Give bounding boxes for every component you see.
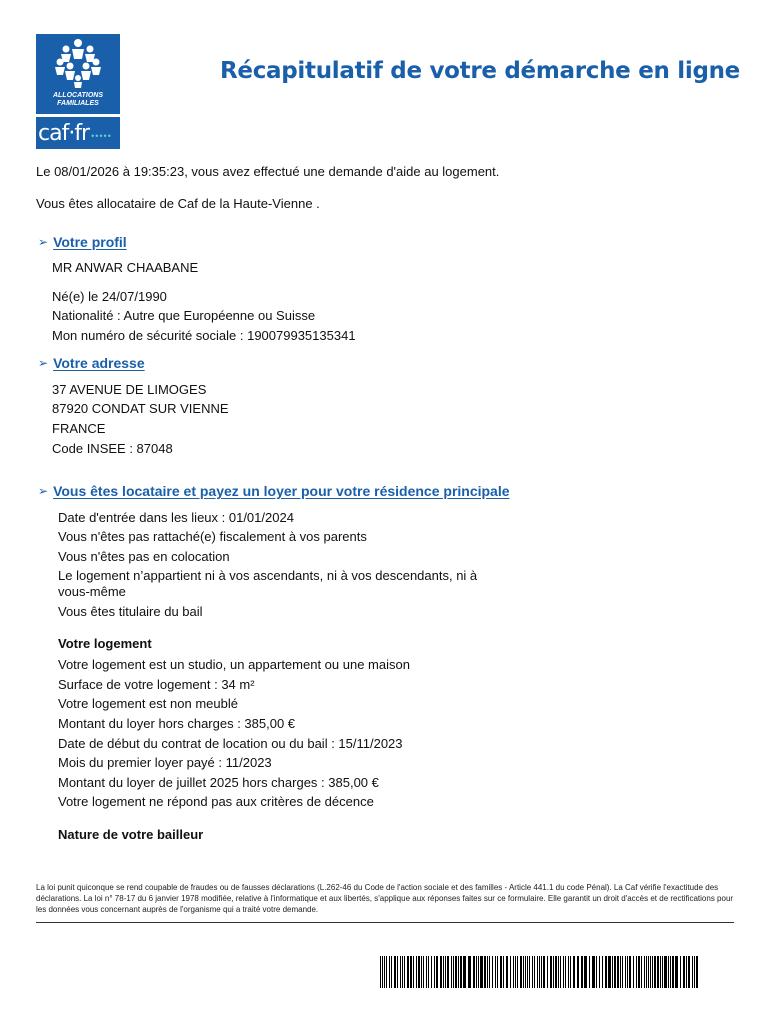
locataire-item: Le logement n’appartient ni à vos ascendants, ni à vos descendants, ni à (58, 568, 478, 583)
barcode-bar (520, 956, 522, 988)
bailleur-heading: Nature de votre bailleur (58, 827, 204, 842)
barcode-bar (495, 956, 496, 988)
barcode-bar (476, 956, 477, 988)
barcode-bar (529, 956, 530, 988)
barcode-bar (584, 956, 587, 988)
barcode-bar (451, 956, 452, 988)
profil-name: MR ANWAR CHAABANE (52, 260, 199, 275)
barcode-bar (558, 956, 559, 988)
logement-heading: Votre logement (58, 636, 152, 651)
barcode-bar (608, 956, 611, 988)
section-profil-heading (38, 234, 127, 250)
barcode-bar (534, 956, 535, 988)
barcode-bar (489, 956, 490, 988)
barcode-bar (527, 956, 528, 988)
barcode-bar (460, 956, 462, 988)
logement-item: Montant du loyer hors charges : 385,00 € (58, 716, 296, 731)
barcode-bar (497, 956, 498, 988)
adresse-line-2: 87920 CONDAT SUR VIENNE (52, 401, 229, 416)
barcode-bar (421, 956, 422, 988)
logement-item: Votre logement est un studio, un appartement ou une maison (58, 657, 410, 672)
locataire-item: Date d'entrée dans les lieux : 01/01/2024 (58, 510, 294, 525)
section-adresse-label: Votre adresse (53, 355, 145, 371)
logement-item: Mois du premier loyer payé : 11/2023 (58, 755, 272, 770)
logo-text (53, 92, 103, 108)
caf-logo (36, 34, 122, 149)
profil-birth: Né(e) le 24/07/1990 (52, 289, 167, 304)
barcode-bar (633, 956, 634, 988)
barcode-bar (696, 956, 698, 988)
barcode-bar (480, 956, 483, 988)
barcode-bar (413, 956, 414, 988)
barcode-bar (492, 956, 493, 988)
barcode-bar (662, 956, 663, 988)
barcode-bar (525, 956, 526, 988)
barcode-bar (506, 956, 508, 988)
adresse-line-3: FRANCE (52, 421, 106, 436)
barcode-bar (648, 956, 649, 988)
barcode-bar (636, 956, 637, 988)
barcode-bar (503, 956, 504, 988)
barcode-bar (423, 956, 424, 988)
barcode-bar (570, 956, 571, 988)
barcode-bar (668, 956, 669, 988)
barcode-bar (644, 956, 645, 988)
barcode-bar (660, 956, 661, 988)
barcode-bar (622, 956, 623, 988)
barcode-bar (672, 956, 674, 988)
barcode-bar (400, 956, 401, 988)
barcode-bar (553, 956, 554, 988)
barcode-bar (428, 956, 429, 988)
barcode-bar (426, 956, 427, 988)
locataire-item: Vous êtes titulaire du bail (58, 604, 203, 619)
barcode-bar (625, 956, 626, 988)
arrow-icon: ➢ (38, 235, 49, 249)
barcode-bar (443, 956, 444, 988)
barcode-bar (500, 956, 502, 988)
barcode-bar (410, 956, 412, 988)
barcode-bar (537, 956, 538, 988)
dots-decoration: ••••• (91, 131, 112, 141)
barcode-bar (614, 956, 616, 988)
barcode-bar (573, 956, 575, 988)
barcode-bar (680, 956, 681, 988)
barcode-bar (523, 956, 524, 988)
barcode-bar (596, 956, 597, 988)
barcode-bar (602, 956, 603, 988)
section-adresse-heading (38, 355, 145, 371)
barcode-bar (638, 956, 640, 988)
barcode-bar (416, 956, 417, 988)
barcode-bar (445, 956, 446, 988)
barcode-bar (539, 956, 540, 988)
barcode-bar (683, 956, 685, 988)
barcode-bar (487, 956, 488, 988)
barcode-bar (641, 956, 642, 988)
logement-item: Votre logement est non meublé (58, 696, 238, 711)
barcode-bar (617, 956, 619, 988)
barcode-bar (394, 956, 396, 988)
barcode-bar (404, 956, 405, 988)
barcode-bar (612, 956, 613, 988)
barcode-bar (692, 956, 693, 988)
adresse-insee: Code INSEE : 87048 (52, 441, 173, 456)
arrow-icon: ➢ (38, 484, 49, 498)
intro-line-1: Le 08/01/2026 à 19:35:23, vous avez effectué une demande d'aide au logement. (36, 164, 500, 179)
barcode-bar (391, 956, 392, 988)
logement-item: Montant du loyer de juillet 2025 hors charges : 385,00 € (58, 775, 379, 790)
barcode-bar (418, 956, 420, 988)
barcode-bar (397, 956, 398, 988)
barcode-bar (560, 956, 561, 988)
barcode-bar (563, 956, 564, 988)
barcode-bar (565, 956, 566, 988)
section-locataire-label: Vous êtes locataire et payez un loyer pour votre résidence principale (53, 483, 510, 499)
barcode-bar (478, 956, 479, 988)
barcode-bar (550, 956, 552, 988)
intro-line-2: Vous êtes allocataire de Caf de la Haute-Vienne . (36, 196, 320, 211)
barcode-bar (581, 956, 583, 988)
barcode-bar (694, 956, 695, 988)
barcode-bar (532, 956, 533, 988)
page-title: Récapitulatif de votre démarche en ligne (220, 58, 740, 84)
barcode-bar (463, 956, 466, 988)
barcode-bar (629, 956, 631, 988)
barcode-bar (384, 956, 385, 988)
barcode-bar (688, 956, 690, 988)
barcode-bar (402, 956, 403, 988)
barcode-bar (652, 956, 653, 988)
logo-line-1: ALLOCATIONS (52, 92, 104, 99)
barcode-bar (541, 956, 542, 988)
barcode (380, 956, 700, 988)
barcode-bar (382, 956, 383, 988)
barcode-bar (389, 956, 390, 988)
barcode-bar (627, 956, 628, 988)
caf-fr-text: caf·fr (38, 120, 90, 146)
barcode-bar (543, 956, 545, 988)
locataire-item: vous-même (58, 584, 126, 599)
footer-divider (36, 922, 734, 923)
barcode-bar (592, 956, 595, 988)
barcode-bar (386, 956, 387, 988)
barcode-bar (547, 956, 548, 988)
barcode-bar (453, 956, 454, 988)
barcode-bar (686, 956, 687, 988)
logement-item: Votre logement ne répond pas aux critères de décence (58, 794, 374, 809)
barcode-bar (620, 956, 621, 988)
barcode-bar (510, 956, 511, 988)
barcode-bar (555, 956, 557, 988)
adresse-line-1: 37 AVENUE DE LIMOGES (52, 382, 207, 397)
profil-ssn: Mon numéro de sécurité sociale : 190079935135341 (52, 328, 356, 343)
barcode-bar (380, 956, 381, 988)
barcode-bar (447, 956, 449, 988)
profil-nationality: Nationalité : Autre que Européenne ou Suisse (52, 308, 316, 323)
barcode-bar (577, 956, 579, 988)
barcode-bar (434, 956, 435, 988)
caf-fr-wordmark (36, 117, 120, 149)
section-locataire-heading (38, 483, 510, 499)
barcode-bar (654, 956, 656, 988)
section-profil-label: Votre profil (53, 234, 127, 250)
barcode-bar (513, 956, 514, 988)
legal-footer: La loi punit quiconque se rend coupable de fraudes ou de fausses déclarations (L.262-46 du Code de l'action sociale et des familles - Article 441.1 du code Pénal). La Caf vérifie l'exactitude des déclarations. La loi n° 78-17 du 6 janvier 1978 modifiée, relative à l'informatique et aux libertés, s'applique aux réponses faites sur ce formulaire. Elle garantit un droit d'accès et de rectifications pour les données vous concernant auprès de l'organisme qui a traité votre demande. (36, 883, 734, 914)
logo-line-2: FAMILIALES (57, 100, 99, 107)
barcode-bar (517, 956, 518, 988)
locataire-item: Vous n'êtes pas rattaché(e) fiscalement à vos parents (58, 529, 367, 544)
barcode-bar (455, 956, 457, 988)
barcode-bar (670, 956, 671, 988)
barcode-bar (599, 956, 600, 988)
barcode-bar (664, 956, 667, 988)
barcode-bar (605, 956, 607, 988)
logement-item: Date de début du contrat de location ou du bail : 15/11/2023 (58, 736, 403, 751)
barcode-bar (473, 956, 475, 988)
barcode-bar (589, 956, 590, 988)
barcode-bar (468, 956, 471, 988)
barcode-bar (407, 956, 409, 988)
locataire-item: Vous n'êtes pas en colocation (58, 549, 230, 564)
family-figures-icon (52, 38, 104, 90)
logement-item: Surface de votre logement : 34 m² (58, 677, 255, 692)
barcode-bar (568, 956, 569, 988)
barcode-bar (458, 956, 459, 988)
barcode-bar (440, 956, 442, 988)
barcode-bar (675, 956, 678, 988)
caf-logo-emblem (36, 34, 120, 114)
arrow-icon: ➢ (38, 356, 49, 370)
barcode-bar (515, 956, 516, 988)
barcode-bar (436, 956, 438, 988)
barcode-bar (650, 956, 651, 988)
barcode-bar (657, 956, 659, 988)
barcode-bar (431, 956, 432, 988)
barcode-bar (646, 956, 647, 988)
barcode-bar (484, 956, 486, 988)
